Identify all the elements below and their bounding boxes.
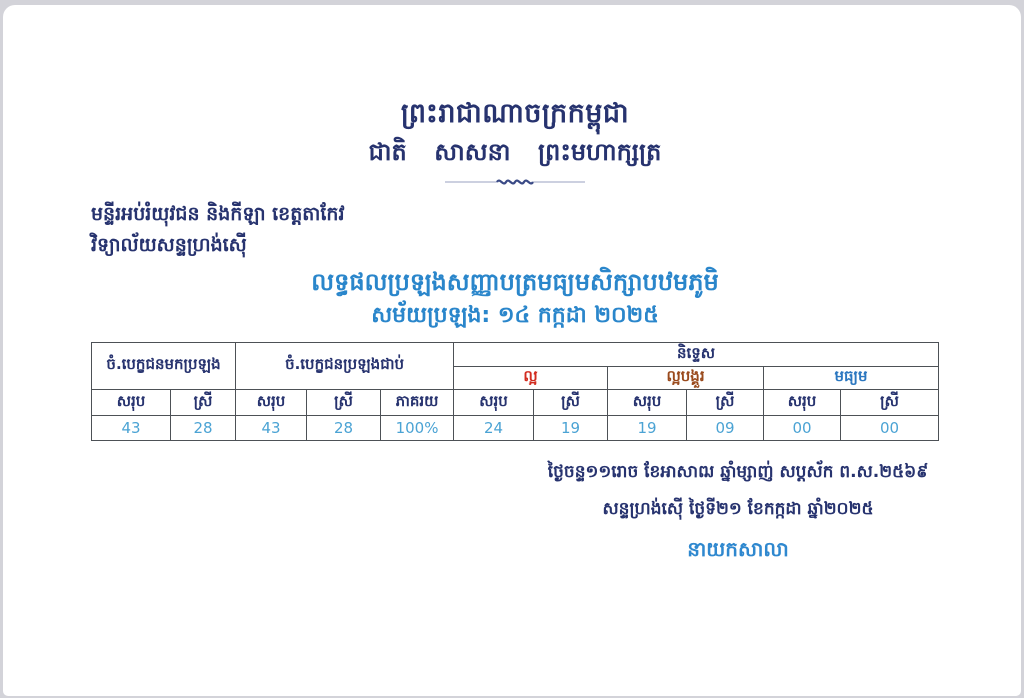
ornamental-divider bbox=[3, 173, 1024, 189]
signature-block bbox=[503, 461, 973, 566]
cell-passed-female: 28 bbox=[307, 416, 381, 441]
signer-title: នាយកសាលា bbox=[687, 537, 789, 561]
subheader-good-total: សរុប bbox=[454, 390, 534, 416]
subheader-passed-total: សរុប bbox=[236, 390, 307, 416]
document-page bbox=[3, 5, 1021, 696]
cell-good-female: 19 bbox=[534, 416, 608, 441]
col-header-grade-average: មធ្យម bbox=[764, 367, 939, 390]
subheader-passed-female: ស្រី bbox=[307, 390, 381, 416]
lunar-date-line: ថ្ងៃចន្ទ១១រោច ខែអាសាឍ ឆ្នាំម្សាញ់ សប្តស័ក ព.ស.២៥៦៩ bbox=[547, 462, 929, 482]
subheader-attended-total: សរុប bbox=[92, 390, 171, 416]
subheader-attended-female: ស្រី bbox=[171, 390, 236, 416]
exam-session-line: សម័យប្រឡង: ១៤ កក្កដា ២០២៥ bbox=[371, 303, 659, 328]
cell-average-total: 00 bbox=[764, 416, 841, 441]
subheader-average-female: ស្រី bbox=[841, 390, 939, 416]
department-line: មន្ទីរអប់រំយុវជន និងកីឡា ខេត្តតាកែវ bbox=[91, 203, 345, 225]
col-header-grade-fairly-good: ល្អបង្គួរ bbox=[608, 367, 764, 390]
subheader-fairly-good-total: សរុប bbox=[608, 390, 687, 416]
gregorian-date-line: សន្ទហ្រង់ស៊ើ ថ្ងៃទី២១ ខែកក្កដា ឆ្នាំ២០២៥ bbox=[602, 499, 874, 519]
national-motto: ជាតិ សាសនា ព្រះមហាក្សត្រ bbox=[368, 138, 662, 166]
subheader-average-total: សរុប bbox=[764, 390, 841, 416]
col-header-candidates-passed: ចំ.បេក្ខជនប្រឡងជាប់ bbox=[236, 343, 454, 390]
col-header-grade-good: ល្អ bbox=[454, 367, 608, 390]
document-title: លទ្ធផលប្រឡងសញ្ញាបត្រមធ្យមសិក្សាបឋមភូមិ bbox=[311, 268, 719, 296]
cell-passed-total: 43 bbox=[236, 416, 307, 441]
subheader-good-female: ស្រី bbox=[534, 390, 608, 416]
col-header-candidates-attended: ចំ.បេក្ខជនមកប្រឡង bbox=[92, 343, 236, 390]
school-name-line: វិទ្យាល័យសន្ទហ្រង់ស៊ើ bbox=[91, 234, 247, 256]
exam-results-table bbox=[91, 342, 939, 441]
cell-fairly-good-female: 09 bbox=[687, 416, 764, 441]
cell-passed-percent: 100% bbox=[381, 416, 454, 441]
kingdom-title: ព្រះរាជាណាចក្រកម្ពុជា bbox=[400, 98, 630, 129]
cell-good-total: 24 bbox=[454, 416, 534, 441]
sender-block bbox=[91, 199, 345, 261]
subheader-fairly-good-female: ស្រី bbox=[687, 390, 764, 416]
col-header-grades: និទ្ទេស bbox=[454, 343, 939, 367]
divider-ornament-icon bbox=[445, 174, 585, 188]
cell-attended-total: 43 bbox=[92, 416, 171, 441]
cell-attended-female: 28 bbox=[171, 416, 236, 441]
subheader-passed-percent: ភាគរយ bbox=[381, 390, 454, 416]
cell-average-female: 00 bbox=[841, 416, 939, 441]
cell-fairly-good-total: 19 bbox=[608, 416, 687, 441]
